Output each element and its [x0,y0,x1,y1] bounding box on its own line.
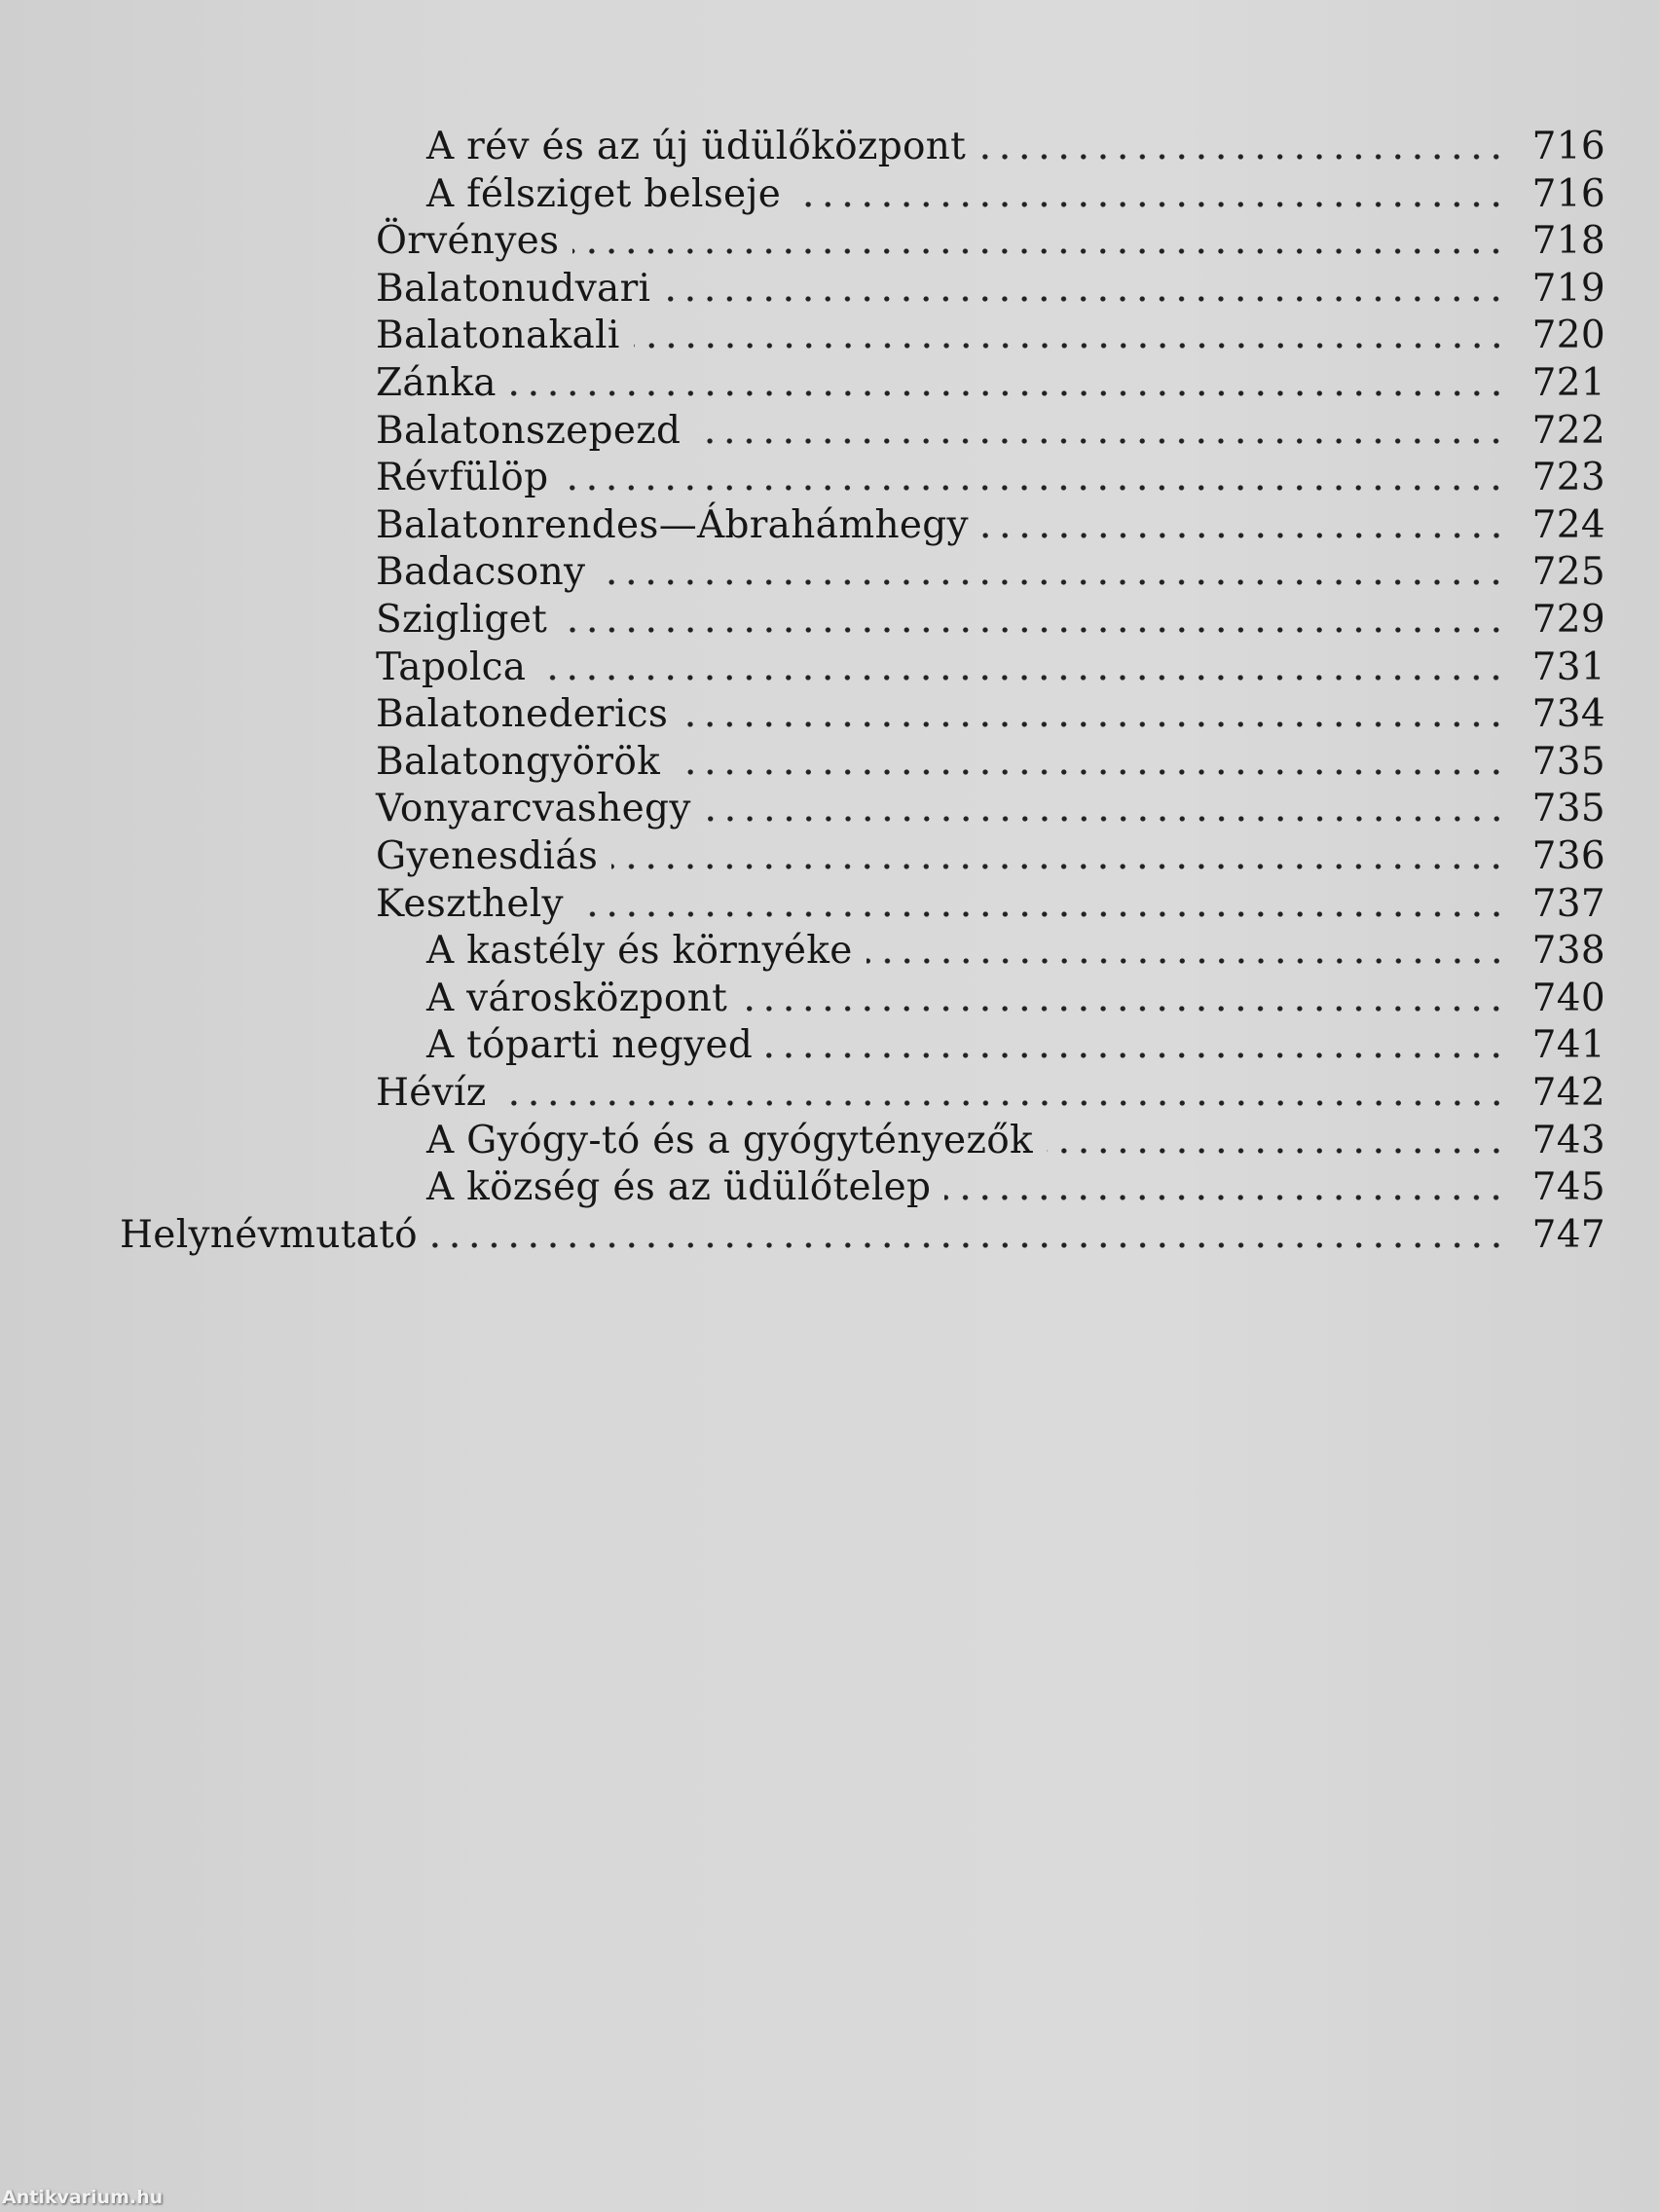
toc-entry-page: 720 [1531,313,1605,358]
toc-entry [120,1213,1605,1260]
toc-entry-page: 719 [1531,266,1605,311]
dot-leader [500,1100,1506,1106]
toc-entry-page: 722 [1531,408,1605,453]
toc-entry [376,550,1605,597]
toc-entry-title: A Gyógy-tó és a gyógytényezők [426,1118,1033,1162]
toc-entry [426,977,1605,1023]
toc-entry-title: Helynévmutató [120,1212,418,1257]
toc-entry-page: 725 [1531,550,1605,595]
toc-entry-title: Balatonszepezd [376,408,682,453]
toc-entry [376,692,1605,739]
dot-leader [766,1052,1506,1058]
dot-leader [664,296,1506,302]
toc-entry-page: 736 [1531,834,1605,878]
toc-entry [376,598,1605,645]
toc-entry-title: A félsziget belseje [426,171,782,216]
toc-entry-title: A tóparti negyed [426,1023,754,1068]
toc-entry-title: Balatongyörök [376,739,661,784]
dot-leader [741,1006,1506,1012]
dot-leader [1047,1148,1506,1154]
dot-leader [539,675,1506,681]
toc-entry [376,645,1605,692]
toc-entry [426,929,1605,976]
toc-entry-title: A városközpont [426,976,728,1020]
toc-entry-page: 735 [1531,787,1605,831]
toc-entry-title: Hévíz [376,1071,487,1115]
toc-entry [426,1119,1605,1165]
toc-entry-page: 738 [1531,929,1605,974]
watermark: Antikvarium.hu [2,2187,164,2208]
toc-entry [426,1165,1605,1212]
toc-entry-page: 721 [1531,361,1605,405]
dot-leader [431,1242,1506,1248]
toc-entry [376,882,1605,929]
dot-leader [599,579,1506,585]
toc-entry-page: 729 [1531,598,1605,642]
toc-entry-page: 723 [1531,456,1605,500]
toc-entry-title: Badacsony [376,550,586,595]
dot-leader [611,864,1506,869]
toc-entry-page: 716 [1531,125,1605,168]
toc-entry-page: 735 [1531,739,1605,784]
dot-leader [674,769,1506,775]
toc-entry-title: A kastély és környéke [426,929,853,974]
toc-entry [376,456,1605,502]
toc-entry-page: 734 [1531,692,1605,737]
toc-entry-title: Balatonederics [376,692,669,737]
toc-entry-title: Balatonakali [376,313,620,358]
toc-entry [426,172,1605,219]
toc-entry-page: 716 [1531,171,1605,216]
toc-entry-page: 742 [1531,1071,1605,1115]
dot-leader [561,627,1506,633]
toc-entry-title: Balatonudvari [376,266,651,311]
toc-entry-page: 724 [1531,502,1605,547]
toc-entry-page: 743 [1531,1118,1605,1162]
dot-leader [794,202,1506,207]
toc-entry [426,1023,1605,1070]
toc-entry-title: Balatonrendes—Ábrahámhegy [376,502,969,547]
toc-entry-title: A község és az üdülőtelep [426,1165,932,1210]
toc-entry-page: 718 [1531,219,1605,264]
toc-entry-page: 740 [1531,976,1605,1020]
dot-leader [572,248,1506,254]
toc-entry-title: Tapolca [376,645,527,689]
toc-entry [376,409,1605,456]
dot-leader [694,438,1506,444]
dot-leader [944,1195,1506,1200]
toc-entry [376,313,1605,360]
dot-leader [510,390,1506,396]
toc-entry-page: 737 [1531,881,1605,926]
toc-entry-title: Révfülöp [376,456,549,500]
toc-entry-title: Vonyarcvashegy [376,787,691,831]
toc-entry-page: 731 [1531,645,1605,689]
toc-entry-page: 745 [1531,1165,1605,1210]
toc-entry-title: Örvényes [376,219,560,264]
toc-entry [376,1071,1605,1118]
toc-entry [376,740,1605,787]
toc-entry-title: Szigliget [376,598,548,642]
toc-entry [376,787,1605,833]
toc-entry [376,361,1605,408]
toc-entry-title: A rév és az új üdülőközpont [426,125,967,168]
dot-leader [979,154,1506,160]
dot-leader [682,721,1506,727]
toc-entry-title: Gyenesdiás [376,834,599,878]
toc-entry-page: 741 [1531,1023,1605,1068]
toc-entry [376,219,1605,266]
dot-leader [866,958,1506,964]
toc-entry [376,834,1605,881]
dot-leader [982,533,1506,538]
dot-leader [577,911,1506,917]
toc-entry [376,503,1605,550]
dot-leader [705,816,1506,822]
toc-entry-title: Zánka [376,361,497,405]
toc-entry [376,267,1605,313]
dot-leader [562,485,1506,491]
toc-entry-title: Keszthely [376,881,564,926]
toc-entry [426,125,1605,171]
toc-entry-page: 747 [1531,1212,1605,1257]
dot-leader [634,343,1506,349]
